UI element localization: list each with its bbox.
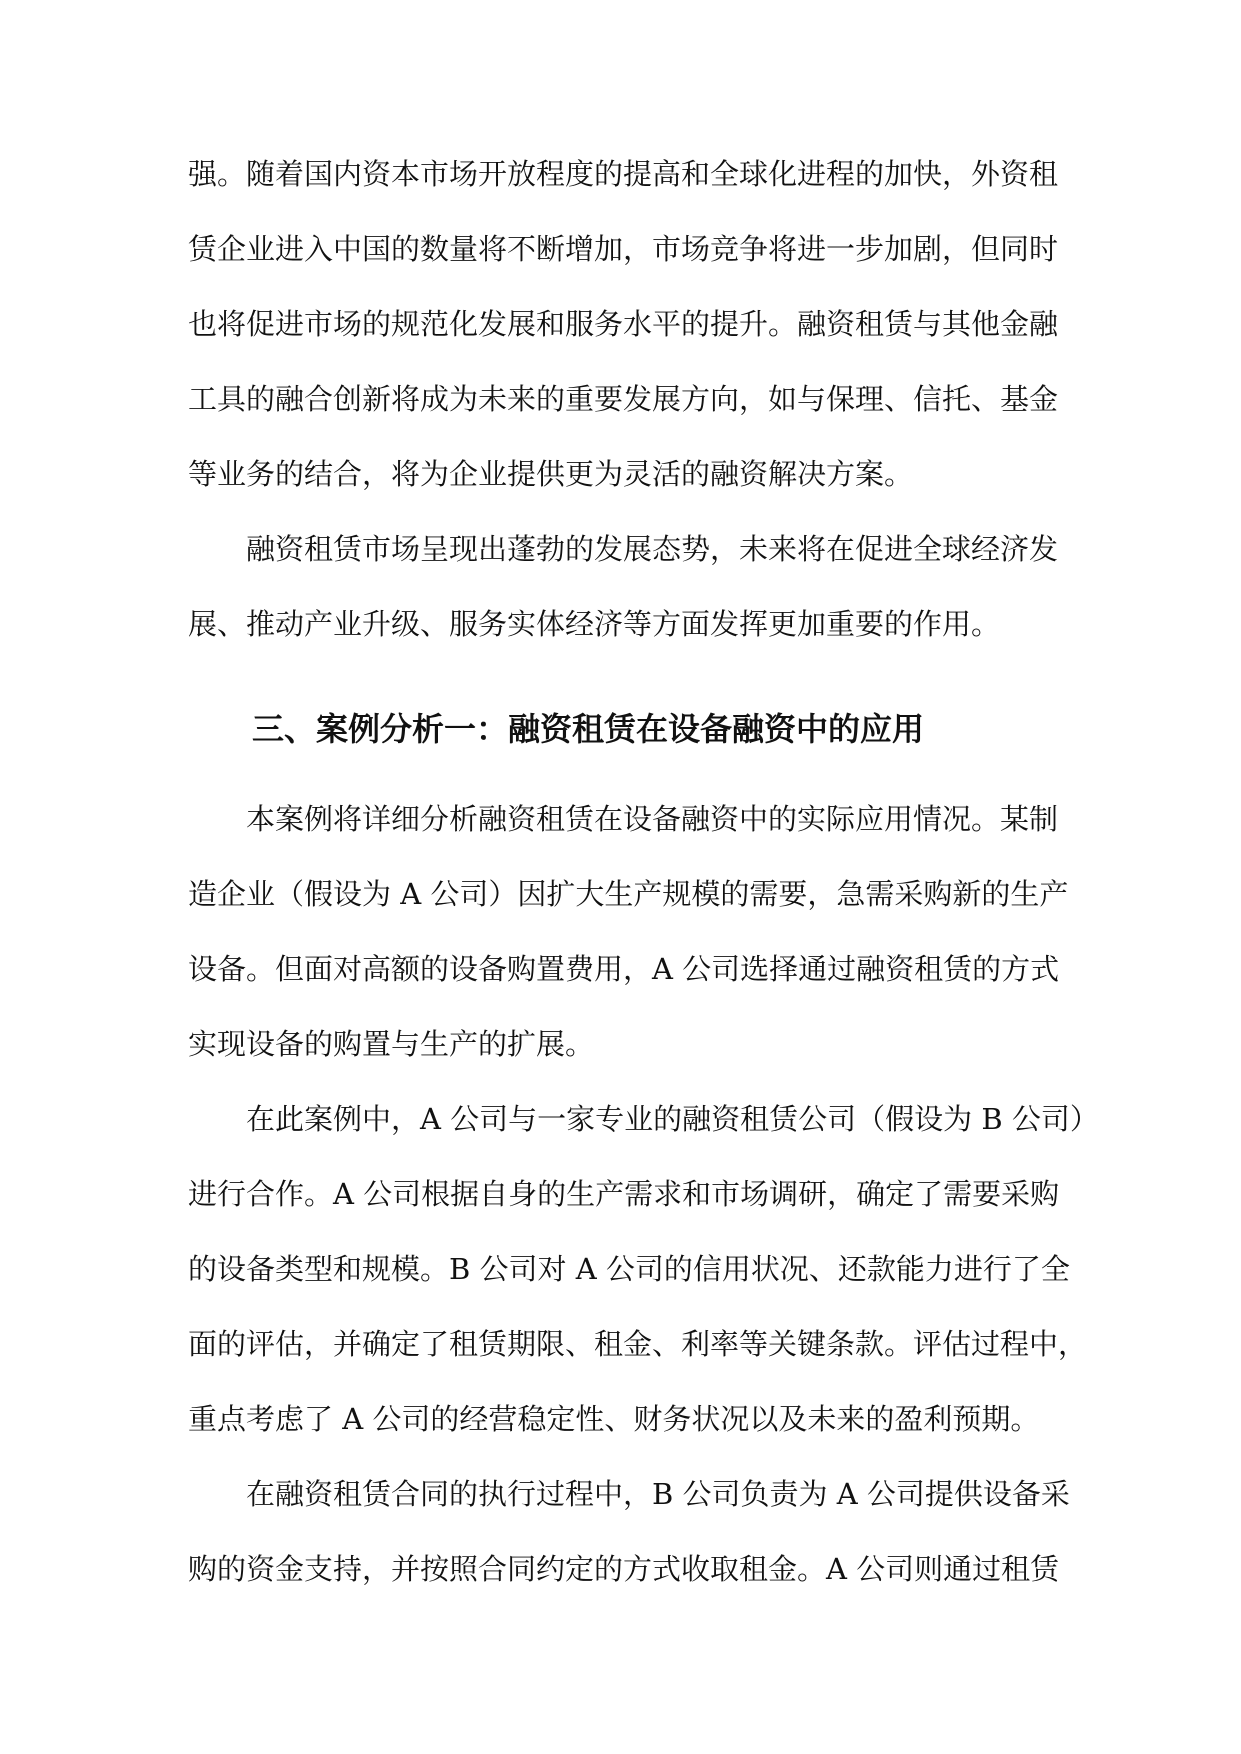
text-line: 工具的融合创新将成为未来的重要发展方向，如与保理、信托、基金 — [188, 382, 1059, 416]
text-line: 展、推动产业升级、服务实体经济等方面发挥更加重要的作用。 — [188, 607, 1001, 641]
text-line: 购的资金支持，并按照合同约定的方式收取租金。A 公司则通过租赁 — [188, 1552, 1060, 1586]
text-line: 的设备类型和规模。B 公司对 A 公司的信用状况、还款能力进行了全 — [188, 1252, 1070, 1286]
paragraph-2 — [188, 519, 1059, 669]
paragraph-5 — [188, 1464, 1070, 1614]
text-line: 进行合作。A 公司根据自身的生产需求和市场调研，确定了需要采购 — [188, 1177, 1060, 1211]
text-line: 实现设备的购置与生产的扩展。 — [188, 1027, 595, 1061]
text-line: 设备。但面对高额的设备购置费用，A 公司选择通过融资租赁的方式 — [188, 952, 1060, 986]
text-line: 造企业（假设为 A 公司）因扩大生产规模的需要，急需采购新的生产 — [188, 877, 1069, 911]
text-line: 面的评估，并确定了租赁期限、租金、利率等关键条款。评估过程中， — [188, 1327, 1088, 1361]
document-body — [188, 144, 1099, 1614]
text-line: 赁企业进入中国的数量将不断增加，市场竞争将进一步加剧，但同时 — [188, 232, 1059, 266]
text-line: 融资租赁市场呈现出蓬勃的发展态势，未来将在促进全球经济发 — [246, 532, 1059, 566]
paragraph-3 — [188, 789, 1069, 1089]
text-line: 也将促进市场的规范化发展和服务水平的提升。融资租赁与其他金融 — [188, 307, 1059, 341]
paragraph-1 — [188, 144, 1059, 519]
text-line: 强。随着国内资本市场开放程度的提高和全球化进程的加快，外资租 — [188, 157, 1059, 191]
paragraph-4 — [188, 1089, 1099, 1464]
text-line: 等业务的结合，将为企业提供更为灵活的融资解决方案。 — [188, 457, 914, 491]
section-heading: 三、案例分析一：融资租赁在设备融资中的应用 — [252, 710, 925, 748]
text-line: 在融资租赁合同的执行过程中，B 公司负责为 A 公司提供设备采 — [246, 1477, 1070, 1511]
text-line: 重点考虑了 A 公司的经营稳定性、财务状况以及未来的盈利预期。 — [188, 1402, 1040, 1436]
text-line: 本案例将详细分析融资租赁在设备融资中的实际应用情况。某制 — [246, 802, 1059, 836]
text-line: 在此案例中，A 公司与一家专业的融资租赁公司（假设为 B 公司） — [246, 1102, 1099, 1136]
